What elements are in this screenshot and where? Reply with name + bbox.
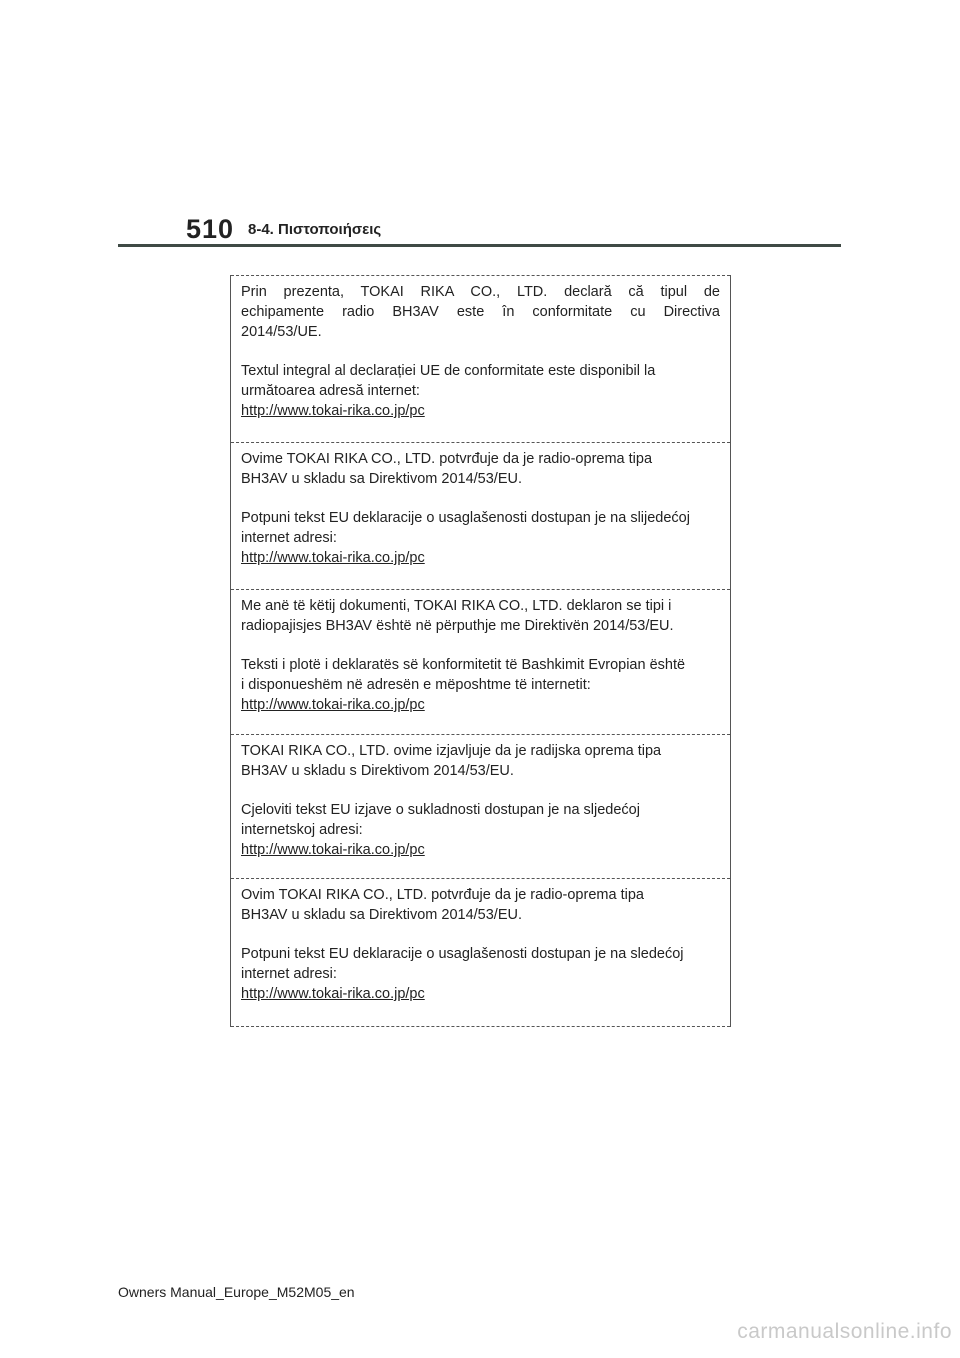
declaration-info-line: Teksti i plotë i deklaratës së konformitetit të Bashkimit Evropian është	[241, 657, 686, 673]
declaration-url-link[interactable]: http://www.tokai-rika.co.jp/pc	[241, 697, 425, 713]
declaration-text-line: radiopajisjes BH3AV është në përputhje me Direktivën 2014/53/EU.	[241, 618, 674, 634]
declaration-frame	[230, 275, 731, 1027]
declaration-url-link[interactable]: http://www.tokai-rika.co.jp/pc	[241, 842, 425, 858]
declaration-block-croatian	[231, 734, 730, 860]
declaration-block-bosnian	[231, 442, 730, 568]
watermark-text[interactable]: carmanualsonline.info	[737, 1320, 952, 1343]
page-number: 510	[186, 214, 235, 244]
declaration-block-albanian	[231, 589, 730, 715]
declaration-info-line: Potpuni tekst EU deklaracije o usaglašenosti dostupan je na sledećoj	[241, 946, 684, 962]
declaration-text-line: Me anë të këtij dokumenti, TOKAI RIKA CO., LTD. deklaron se tipi i	[241, 598, 672, 614]
declaration-text-line: BH3AV u skladu sa Direktivom 2014/53/EU.	[241, 907, 523, 923]
declaration-info-line: i disponueshëm në adresën e mëposhtme të internetit:	[241, 677, 591, 693]
declaration-info-line: internet adresi:	[241, 966, 337, 982]
declaration-info-line: Textul integral al declarației UE de conformitate este disponibil la	[241, 363, 656, 379]
declaration-info-line: internet adresi:	[241, 530, 337, 546]
frame-bottom-rule	[231, 1026, 730, 1027]
declaration-url-link[interactable]: http://www.tokai-rika.co.jp/pc	[241, 550, 425, 566]
declaration-text-line: 2014/53/UE.	[241, 324, 322, 340]
footer-manual-id: Owners Manual_Europe_M52M05_en	[118, 1284, 355, 1300]
declaration-text-line: TOKAI RIKA CO., LTD. ovime izjavljuje da je radijska oprema tipa	[241, 743, 662, 759]
declaration-info-line: Potpuni tekst EU deklaracije o usaglašenosti dostupan je na slijedećoj	[241, 510, 690, 526]
header-rule	[118, 244, 841, 247]
declaration-text-line: Ovim TOKAI RIKA CO., LTD. potvrđuje da je radio-oprema tipa	[241, 887, 644, 903]
declaration-info-line: următoarea adresă internet:	[241, 383, 420, 399]
declaration-text-line: Ovime TOKAI RIKA CO., LTD. potvrđuje da je radio-oprema tipa	[241, 451, 653, 467]
declaration-block-serbian	[231, 878, 730, 1004]
declaration-text-line: BH3AV u skladu s Direktivom 2014/53/EU.	[241, 763, 514, 779]
section-title: 8-4. Πιστοποιήσεις	[248, 221, 382, 238]
declaration-text-line: echipamente radio BH3AV este în conformitate cu Directiva	[241, 304, 720, 320]
declaration-info-line: Cjeloviti tekst EU izjave o sukladnosti dostupan je na sljedećoj	[241, 802, 640, 818]
declaration-url-link[interactable]: http://www.tokai-rika.co.jp/pc	[241, 403, 425, 419]
declaration-text-line: Prin prezenta, TOKAI RIKA CO., LTD. declară că tipul de	[241, 284, 720, 300]
declaration-text-line: BH3AV u skladu sa Direktivom 2014/53/EU.	[241, 471, 523, 487]
declaration-url-link[interactable]: http://www.tokai-rika.co.jp/pc	[241, 986, 425, 1002]
declaration-block-romanian	[231, 275, 730, 421]
declaration-info-line: internetskoj adresi:	[241, 822, 363, 838]
